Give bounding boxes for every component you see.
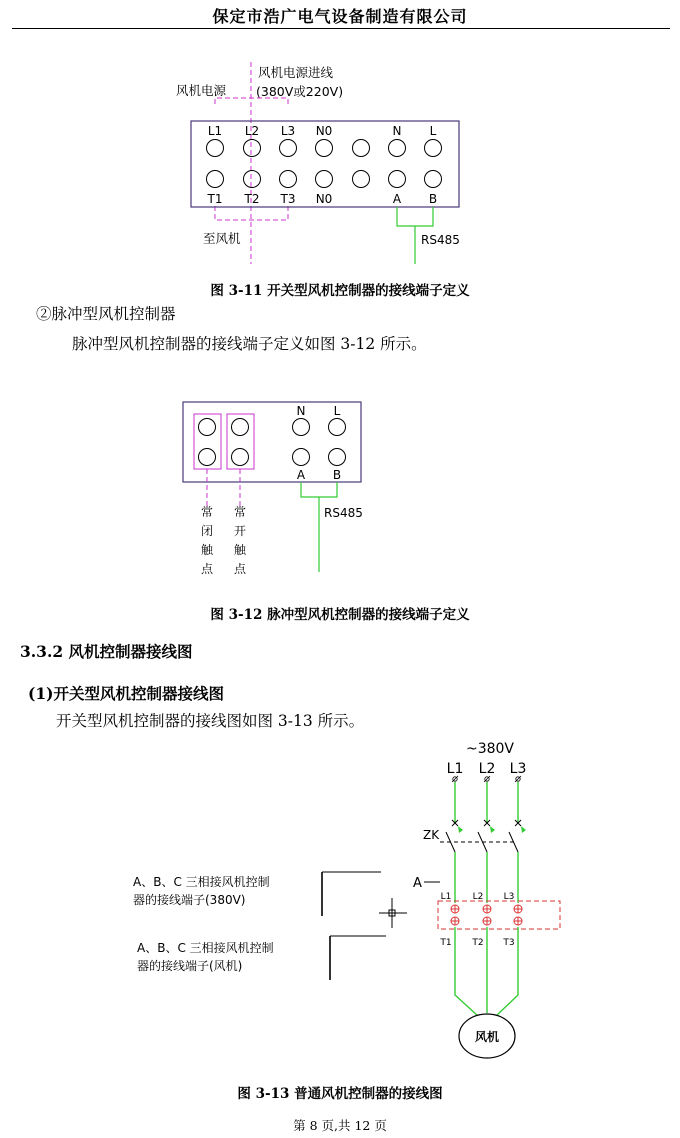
heading-pulse-controller: ②脉冲型风机控制器: [36, 305, 176, 323]
pulse-top-label-n: N: [296, 404, 306, 418]
breaker-contacts: [446, 820, 521, 852]
phase-label-l2: L2: [478, 761, 496, 777]
terminal-circle: [293, 419, 310, 436]
phase-label-l1: L1: [446, 761, 464, 777]
terminal-circle: [199, 419, 216, 436]
terminal-circle: [280, 140, 297, 157]
caption-fig-3-13: 图 3-13 普通风机控制器的接线图: [237, 1086, 443, 1102]
pulse-top-label-l: L: [333, 404, 341, 418]
note2-line1: A、B、C 三相接风机控制: [137, 941, 274, 955]
terminal-circle: [389, 140, 406, 157]
header-rule: [12, 28, 670, 29]
terminal-circle: [199, 449, 216, 466]
bottom-terminal-labels: [207, 192, 438, 206]
breaker-green-marks: [458, 826, 526, 833]
figure-3-13: [0, 730, 680, 1080]
inner-bottom-t1: T1: [440, 938, 452, 948]
phase-wires-upper: [455, 782, 518, 823]
top-terminal-row: [207, 140, 442, 157]
svg-text:开: 开: [233, 524, 247, 538]
top-label-n0: N0: [315, 124, 333, 138]
caption-fig-3-12: 图 3-12 脉冲型风机控制器的接线端子定义: [210, 607, 470, 623]
note1-line2: 器的接线端子(380V): [133, 893, 246, 907]
svg-text:点: 点: [233, 562, 247, 576]
bottom-label-b: B: [428, 192, 438, 206]
terminal-circle: [280, 171, 297, 188]
svg-text:点: 点: [200, 562, 214, 576]
terminal-circle: [293, 449, 310, 466]
page-footer: 第 8 页,共 12 页: [293, 1118, 387, 1133]
pulse-label-rs485: RS485: [324, 506, 363, 520]
svg-text:闭: 闭: [200, 524, 214, 538]
label-fan-power: 风机电源: [176, 83, 227, 98]
inner-top-l1: L1: [440, 892, 452, 902]
label-voltage: ~380V: [465, 741, 515, 757]
terminal-circle: [207, 171, 224, 188]
heading-3-3-2: 3.3.2 风机控制器接线图: [20, 642, 193, 661]
note2-line2: 器的接线端子(风机): [137, 959, 243, 973]
top-label-l1: L1: [207, 124, 223, 138]
label-power-in-line2: (380V或220V): [256, 84, 344, 99]
top-terminal-labels: [208, 124, 437, 138]
terminal-circle: [232, 419, 249, 436]
terminal-circle: [353, 140, 370, 157]
top-label-l3: L3: [280, 124, 296, 138]
pulse-bottom-label-b: B: [332, 468, 342, 482]
terminal-circle: [207, 140, 224, 157]
figure-3-11: [0, 30, 680, 280]
svg-text:常: 常: [200, 505, 214, 519]
terminal-circle: [425, 171, 442, 188]
label-to-fan: 至风机: [203, 231, 241, 246]
terminal-circle: [316, 171, 333, 188]
pulse-rs485-bracket: [301, 482, 337, 497]
heading-switch-wiring: (1)开关型风机控制器接线图: [28, 684, 224, 703]
inner-bottom-t2: T2: [472, 938, 484, 948]
svg-text:触: 触: [200, 543, 214, 557]
inner-bottom-t3: T3: [503, 938, 515, 948]
label-power-in-line1: 风机电源进线: [258, 65, 334, 80]
note1-line1: A、B、C 三相接风机控制: [133, 875, 270, 889]
terminal-circle: [232, 449, 249, 466]
nc-contact-box: [194, 414, 221, 469]
bottom-label-t1: T1: [207, 192, 223, 206]
crosshair-icon: [379, 898, 407, 928]
figure-3-12: [0, 390, 680, 590]
bottom-terminal-row: [207, 171, 442, 188]
label-breaker: ZK: [423, 828, 440, 842]
pulse-bottom-label-a: A: [296, 468, 306, 482]
pulse-description: 脉冲型风机控制器的接线端子定义如图 3-12 所示。: [72, 335, 427, 353]
rs485-bracket: [397, 207, 433, 226]
top-label-l2: L2: [244, 124, 260, 138]
caption-fig-3-11: 图 3-11 开关型风机控制器的接线端子定义: [210, 283, 470, 299]
terminal-circle: [244, 171, 261, 188]
terminal-circle: [316, 140, 333, 157]
terminal-circle: [329, 449, 346, 466]
bottom-label-n0: N0: [315, 192, 333, 206]
bottom-label-t2: T2: [244, 192, 260, 206]
no-contact-box: [227, 414, 254, 469]
bottom-label-a: A: [392, 192, 402, 206]
label-nc: [201, 504, 214, 576]
label-rs485: RS485: [421, 233, 460, 247]
svg-text:常: 常: [233, 505, 247, 519]
terminal-circle: [425, 140, 442, 157]
top-label-n: N: [392, 124, 402, 138]
terminal-circle: [353, 171, 370, 188]
page-header-title: 保定市浩广电气设备制造有限公司: [212, 7, 468, 26]
label-no: [234, 504, 247, 576]
bottom-label-t3: T3: [280, 192, 296, 206]
controller-terminal-marks: [451, 905, 522, 925]
inner-top-l2: L2: [472, 892, 484, 902]
terminal-circle: [329, 419, 346, 436]
label-motor: 风机: [474, 1030, 500, 1044]
phase-label-l3: L3: [509, 761, 527, 777]
switch-wiring-description: 开关型风机控制器的接线图如图 3-13 所示。: [56, 712, 365, 730]
terminal-circle: [244, 140, 261, 157]
svg-text:触: 触: [233, 543, 247, 557]
terminal-circle: [389, 171, 406, 188]
inner-top-l3: L3: [503, 892, 515, 902]
label-a: A: [413, 876, 422, 891]
top-label-l: L: [429, 124, 437, 138]
